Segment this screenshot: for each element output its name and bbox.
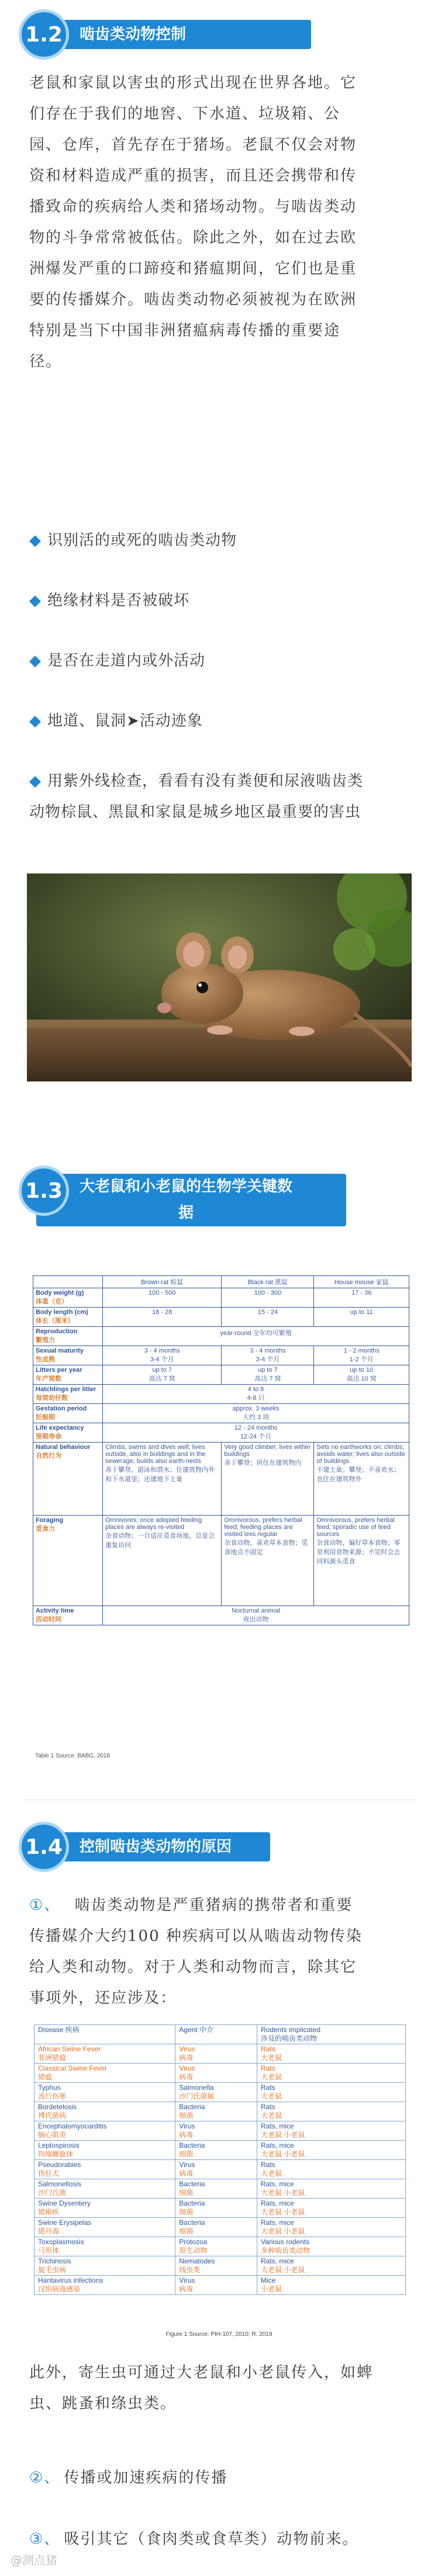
table-cell <box>35 2179 175 2199</box>
table-cell <box>257 2141 405 2160</box>
row-label-zh: 性成熟 <box>36 1356 55 1363</box>
table-row <box>35 2141 406 2160</box>
table-cell <box>257 2218 405 2237</box>
table-cell <box>35 2276 175 2295</box>
table-row <box>33 1443 409 1516</box>
cell-zh: 细菌 <box>179 2150 194 2158</box>
table-cell <box>175 2237 257 2256</box>
table-source-note: Table 1 Source: BABG, 2018 <box>35 1753 110 1759</box>
para-line: 们存在于我们的地窖、下水道、垃圾箱、公 <box>29 105 341 123</box>
cell-zh: 大老鼠 <box>260 2169 282 2178</box>
bullet-item <box>29 767 415 796</box>
table-cell <box>257 2199 405 2218</box>
row-label <box>33 1516 103 1606</box>
table-cell <box>175 2179 257 2199</box>
table-cell <box>35 2121 175 2141</box>
row-label <box>33 1385 103 1404</box>
table-cell <box>175 2218 257 2237</box>
table-cell: 18 - 28 <box>103 1308 222 1327</box>
table-cell: 3 - 4 months 3-4 个月 <box>222 1346 314 1365</box>
table-cell: 100 - 300 <box>222 1288 314 1308</box>
header-en: Disease 疾病 <box>38 2026 80 2034</box>
cell-zh: 大老鼠 小老鼠 <box>260 2150 305 2158</box>
point-number: ③、 <box>29 2530 61 2548</box>
row-label-zh: 每窝幼仔数 <box>36 1395 68 1402</box>
cell-en: Bacteria <box>179 2103 205 2111</box>
title-line: 据 <box>178 1204 194 1222</box>
para-line: 传播媒介大约100 种疾病可以从啮齿动物传染 <box>29 1927 363 1945</box>
table-cell <box>257 2276 405 2295</box>
cell-en: Virus <box>179 2122 195 2130</box>
table-cell <box>35 2237 175 2256</box>
cell-zh: 流行伤寒 <box>38 2092 67 2100</box>
table-cell: up to 10 高达 10 窝 <box>314 1365 409 1385</box>
cell-en: Swine Erysipelas <box>38 2218 92 2227</box>
cell-zh: 非洲猪瘟 <box>38 2054 67 2062</box>
cell-en: Virus <box>179 2276 195 2284</box>
para-line: 园、仓库，首先存在于猪场。老鼠不仅会对物 <box>29 136 357 154</box>
cell-zh: 沙门氏菌 <box>38 2189 67 2197</box>
table-row <box>35 2064 406 2083</box>
bullet-text: 用紫外线检查，看看有没有粪便和尿液啮齿类 <box>47 772 364 790</box>
para-line: 资和材料造成严重的损害，而且还会携带和传 <box>29 167 357 185</box>
table-cell <box>175 2199 257 2218</box>
table-cell <box>35 2141 175 2160</box>
table-cell <box>35 2199 175 2218</box>
table-cell: 100 - 500 <box>103 1288 222 1308</box>
cell-zh: 旋毛虫病 <box>38 2266 67 2274</box>
table-cell: Sets no earthworks on; climbs; avoids water; lives also outside of buildings 不建土巢；攀登；不喜欢水；也住在建筑物外 <box>314 1443 409 1516</box>
table-cell <box>257 2102 405 2121</box>
table-cell <box>35 2256 175 2276</box>
bullet-item <box>29 646 415 675</box>
table-cell <box>257 2064 405 2083</box>
table-row <box>33 1346 409 1365</box>
table-row <box>35 2237 406 2256</box>
cell-en: Bacteria <box>179 2141 205 2149</box>
disease-table <box>34 2024 406 2295</box>
table-row <box>33 1327 409 1346</box>
cell-en: Virus <box>179 2045 195 2053</box>
table-cell <box>35 2218 175 2237</box>
table-body <box>35 2044 406 2295</box>
intro-paragraph <box>29 68 409 377</box>
row-label <box>33 1288 103 1308</box>
table-cell <box>35 2102 175 2121</box>
row-label <box>33 1423 103 1443</box>
bullet-item <box>29 706 415 736</box>
cell-zh: 细菌 <box>179 2112 194 2120</box>
section-header-1-2 <box>19 9 311 60</box>
cell-en: Rats, mice <box>260 2141 294 2149</box>
table-cell: up to 7 高达 7 窝 <box>222 1365 314 1385</box>
table-cell: year-round 全年均可繁殖 <box>103 1327 409 1346</box>
table-row <box>33 1365 409 1385</box>
mouse-photo-illustration <box>27 873 412 1081</box>
cell-zh: 弓形体 <box>38 2246 60 2255</box>
cell-en: Encephalomyocarditis <box>38 2122 107 2130</box>
table-cell <box>35 2083 175 2102</box>
table-row <box>35 2276 406 2295</box>
mouse-photo <box>27 873 412 1081</box>
para-line: 播致命的疾病给人类和猪场动物。与啮齿类动 <box>29 198 357 216</box>
cell-zh: 大老鼠 <box>260 2092 282 2100</box>
table-cell <box>257 2121 405 2141</box>
cell-zh: 病毒 <box>179 2054 194 2062</box>
cell-en: Classical Swine Fever <box>38 2064 108 2072</box>
table-cell <box>257 2237 405 2256</box>
table-header-cell <box>35 2025 175 2044</box>
row-label-en: Life expectancy <box>36 1424 84 1431</box>
bullet-text: 动物棕鼠、黑鼠和家鼠是城乡地区最重要的害虫 <box>29 803 361 821</box>
parasite-paragraph <box>29 2357 409 2419</box>
row-label <box>33 1308 103 1327</box>
row-label-zh: 自然行为 <box>36 1452 61 1459</box>
table-header-row <box>35 2025 406 2044</box>
cell-zh: 大老鼠 小老鼠 <box>260 2189 305 2197</box>
table-row <box>35 2102 406 2121</box>
bullet-text: 是否在走道内或外活动 <box>47 652 206 670</box>
header-en: Agent 中介 <box>179 2026 213 2034</box>
table-cell <box>175 2044 257 2064</box>
cell-en: Rats <box>260 2161 275 2169</box>
point-text: 吸引其它（食肉类或食草类）动物前来。 <box>64 2530 359 2548</box>
cell-zh: 汉坦病毒感染 <box>38 2285 81 2293</box>
table-cell: 12 - 24 months 12-24 个月 <box>103 1423 409 1443</box>
section-header-1-4 <box>19 1822 270 1872</box>
table-header-cell: House mouse 家鼠 <box>314 1276 409 1288</box>
cell-en: Virus <box>179 2161 195 2169</box>
cell-en: Typhus <box>38 2083 61 2092</box>
row-label <box>33 1606 103 1625</box>
row-label-en: Body length (cm) <box>36 1309 88 1316</box>
cell-zh: 钩端螺旋体 <box>38 2150 74 2158</box>
cell-zh: 伪狂犬 <box>38 2169 60 2178</box>
table-header-cell: Black rat 黑鼠 <box>222 1276 314 1288</box>
table-cell <box>175 2160 257 2179</box>
table-row <box>35 2199 406 2218</box>
cell-en: Toxoplasmosis <box>38 2238 84 2246</box>
cell-en: African Swine Fever <box>38 2045 101 2053</box>
cell-zh: 大老鼠 小老鼠 <box>260 2266 305 2274</box>
table-cell <box>175 2121 257 2141</box>
row-label <box>33 1346 103 1365</box>
row-label-zh: 繁殖力 <box>36 1337 55 1344</box>
table-header-cell: Brown rat 棕鼠 <box>103 1276 222 1288</box>
table-cell <box>257 2160 405 2179</box>
cell-en: Rats, mice <box>260 2218 294 2227</box>
diamond-bullet-icon: ◆ <box>29 712 42 730</box>
table-cell <box>175 2276 257 2295</box>
row-label-en: Activity time <box>36 1607 74 1614</box>
table-cell <box>257 2256 405 2276</box>
diamond-bullet-icon: ◆ <box>29 592 42 609</box>
section-header-1-3 <box>19 1166 346 1222</box>
table-cell: Climbs, swims and dives well; lives outside, also in buildings and in the sewerage; builds also earth-nests 善于攀登、游泳和潜水；住建筑物内外和下水道里；还建地下土巢 <box>103 1443 222 1516</box>
table-source-note: Figure 1 Source: PIH-107, 2010; R: 2019 <box>165 2331 273 2338</box>
table-cell: Omnivorous, prefers herbal feed; sporadic use of feed sources 杂食动物，偏好草本食物；零星利用食物来源；不定时会去同料源头觅食 <box>314 1516 409 1606</box>
point-number: ①、 <box>29 1897 61 1914</box>
cell-zh: 大老鼠 小老鼠 <box>260 2208 305 2216</box>
table-cell: Omnivores; once adopted feeding places are always re-visited 杂食动物；一旦适应觅食场地，总是会重复访问 <box>103 1516 222 1606</box>
row-label-en: Body weight (g) <box>36 1289 84 1296</box>
table-cell: up to 11 <box>314 1308 409 1327</box>
bullet-text: 地道、鼠洞➤活动迹象 <box>47 712 203 730</box>
row-label-en: Foraging <box>36 1517 64 1524</box>
cell-en: Rats, mice <box>260 2199 294 2207</box>
table-row <box>35 2218 406 2237</box>
table-row <box>33 1288 409 1308</box>
bullet-text: 识别活的或死的啮齿类动物 <box>47 532 237 549</box>
cell-en: Virus <box>179 2064 195 2072</box>
para-line: 给人类和动物。对于人类和动物而言，除其它 <box>29 1958 357 1976</box>
table-cell: Omnivorous, prefers herbal feed; feeding places are visited less regular 杂食动物，喜欢草本食物；觅食地点不固定 <box>222 1516 314 1606</box>
table-cell: 3 - 4 months 3-4 个月 <box>103 1346 222 1365</box>
cell-zh: 病毒 <box>179 2131 194 2139</box>
cell-zh: 沙门氏菌属 <box>179 2092 215 2100</box>
section-title: 啮齿类动物控制 <box>80 26 187 43</box>
table-cell: Very good climber; lives within buildings 善于攀登；居住在建筑物内 <box>222 1443 314 1516</box>
bullet-continuation <box>29 798 415 827</box>
cell-zh: 细菌 <box>179 2208 194 2216</box>
cell-zh: 线虫类 <box>179 2266 201 2274</box>
table-cell: 15 - 24 <box>222 1308 314 1327</box>
para-line: 要的传播媒介。啮齿类动物必须被视为在欧洲 <box>29 291 357 308</box>
para-line: 虫、跳蚤和绦虫类。 <box>29 2395 177 2412</box>
row-label-en: Litters per year <box>36 1367 82 1374</box>
bullet-item <box>29 586 415 615</box>
section-number-badge: 1.2 <box>19 9 69 60</box>
point-2 <box>29 2463 409 2494</box>
table-cell <box>175 2256 257 2276</box>
row-label-en: Gestation period <box>36 1405 87 1412</box>
table-row <box>35 2256 406 2276</box>
table-cell: Nocturnal animal 夜出动物 <box>103 1606 409 1625</box>
cell-en: Leptospirosis <box>38 2141 80 2149</box>
row-label-zh: 妊娠期 <box>36 1414 55 1421</box>
cell-en: Bordetelosis <box>38 2103 77 2111</box>
table-cell <box>175 2141 257 2160</box>
cell-en: Rats, mice <box>260 2180 294 2188</box>
row-label-zh: 活动时间 <box>36 1616 61 1623</box>
cell-zh: 病毒 <box>179 2285 194 2293</box>
diamond-bullet-icon: ◆ <box>29 772 42 790</box>
row-label-zh: 预期寿命 <box>36 1433 61 1440</box>
row-label <box>33 1404 103 1423</box>
cell-zh: 细菌 <box>179 2227 194 2235</box>
cell-zh: 大老鼠 小老鼠 <box>260 2131 305 2139</box>
table-row <box>35 2121 406 2141</box>
table-row <box>33 1385 409 1404</box>
row-label-zh: 年产窝数 <box>36 1375 61 1382</box>
table-header-cell <box>33 1276 103 1288</box>
table-cell <box>35 2044 175 2064</box>
table-row <box>35 2083 406 2102</box>
row-label-zh: 觅食力 <box>36 1526 55 1533</box>
table-cell <box>257 2044 405 2064</box>
cell-en: Rats, mice <box>260 2122 294 2130</box>
table-cell: up to 7 高达 7 窝 <box>103 1365 222 1385</box>
table-row <box>33 1308 409 1327</box>
cell-en: Bacteria <box>179 2218 205 2227</box>
table-row <box>35 2179 406 2199</box>
table-row <box>33 1423 409 1443</box>
cell-en: Bacteria <box>179 2180 205 2188</box>
section-title: 控制啮齿类动物的原因 <box>80 1838 232 1856</box>
title-line: 大老鼠和小老鼠的生物学关键数 <box>80 1178 293 1195</box>
cell-en: Salmonellosis <box>38 2180 82 2188</box>
row-label-en: Sexual maturity <box>36 1347 84 1354</box>
para-line: 事项外，还应涉及： <box>29 1989 177 2007</box>
row-label <box>33 1327 103 1346</box>
para-line: 洲爆发严重的口蹄疫和猪瘟期间，它们也是重 <box>29 260 357 278</box>
cell-zh: 猪丹毒 <box>38 2227 60 2235</box>
bullet-item <box>29 526 415 555</box>
cell-zh: 猪痢疾 <box>38 2208 60 2216</box>
cell-en: Nematodes <box>179 2257 215 2265</box>
row-label-zh: 体重（克） <box>36 1298 68 1305</box>
para-line: 此外，寄生虫可通过大老鼠和小老鼠传入，如蜱 <box>29 2364 374 2381</box>
point-3 <box>29 2524 409 2555</box>
table-cell: 1 - 2 months 1-2 个月 <box>314 1346 409 1365</box>
row-label-zh: 体长（厘米） <box>36 1318 74 1325</box>
table-row <box>33 1606 409 1625</box>
section-number-badge: 1.4 <box>19 1822 69 1872</box>
cell-zh: 大老鼠 <box>260 2054 282 2062</box>
table-cell: 4 to 8 4-8 只 <box>103 1385 409 1404</box>
cell-en: Rats <box>260 2045 275 2053</box>
table-cell <box>175 2083 257 2102</box>
header-en: Rodents implicated <box>260 2026 321 2034</box>
row-label <box>33 1443 103 1516</box>
rodent-biology-table <box>33 1275 409 1625</box>
table-cell <box>175 2102 257 2121</box>
cell-zh: 病毒 <box>179 2073 194 2081</box>
table-header-cell <box>257 2025 405 2044</box>
cell-zh: 大老鼠 <box>260 2112 282 2120</box>
bullet-text: 绝缘材料是否被破坏 <box>47 592 190 609</box>
cell-zh: 脑心肌炎 <box>38 2131 67 2139</box>
point-1-paragraph <box>29 1890 409 2014</box>
cell-en: Trichinosis <box>38 2257 71 2265</box>
cell-zh: 原生动物 <box>179 2246 208 2255</box>
cell-en: Swine Dysentery <box>38 2199 91 2207</box>
watermark: @测点猪 <box>11 2553 57 2567</box>
point-number: ②、 <box>29 2469 61 2487</box>
point-text: 传播或加速疾病的传播 <box>64 2469 228 2487</box>
table-header-row <box>33 1276 409 1288</box>
table-body <box>33 1288 409 1625</box>
para-line: 物的斗争常常被低估。除此之外，如在过去欧 <box>29 229 357 247</box>
cell-zh: 猪瘟 <box>38 2073 53 2081</box>
cell-zh: 博氏菌病 <box>38 2112 67 2120</box>
cell-en: Protozoa <box>179 2238 208 2246</box>
diamond-bullet-icon: ◆ <box>29 532 42 549</box>
para-line: 径。 <box>29 353 63 370</box>
para-line <box>29 1890 409 1921</box>
table-row <box>33 1404 409 1423</box>
row-label <box>33 1365 103 1385</box>
cell-zh: 大老鼠 小老鼠 <box>260 2227 305 2235</box>
cell-en: Rats <box>260 2064 275 2072</box>
cell-en: Rats <box>260 2103 275 2111</box>
para-line: 特别是当下中国非洲猪瘟病毒传播的重要途 <box>29 322 341 339</box>
table-cell <box>257 2179 405 2199</box>
cell-en: Mice <box>260 2276 276 2284</box>
header-zh: 涉及的啮齿类动物 <box>260 2034 317 2043</box>
table-cell <box>35 2160 175 2179</box>
cell-en: Rats, mice <box>260 2257 294 2265</box>
row-label-en: Hatchlings per litter <box>36 1386 96 1393</box>
table-header-cell <box>175 2025 257 2044</box>
para-line: 老鼠和家鼠以害虫的形式出现在世界各地。它 <box>29 74 357 92</box>
section-title <box>80 1174 292 1226</box>
table-cell: approx. 3 weeks 大约 3 周 <box>103 1404 409 1423</box>
cell-en: Rats <box>260 2083 275 2092</box>
cell-en: Pseudorabies <box>38 2161 81 2169</box>
section-number-badge: 1.3 <box>19 1166 69 1216</box>
cell-en: Salmonella <box>179 2083 214 2092</box>
table-cell <box>35 2064 175 2083</box>
cell-en: Hantavirus infections <box>38 2276 104 2284</box>
cell-zh: 细菌 <box>179 2189 194 2197</box>
table-row <box>35 2160 406 2179</box>
cell-zh: 大老鼠 <box>260 2073 282 2081</box>
cell-en: Bacteria <box>179 2199 205 2207</box>
para-text: 啮齿类动物是严重猪病的携带者和重要 <box>74 1897 353 1914</box>
cell-en: Various rodents <box>260 2238 310 2246</box>
table-cell <box>257 2083 405 2102</box>
table-row <box>33 1516 409 1606</box>
cell-zh: 多种啮齿类动物 <box>260 2246 310 2255</box>
diamond-bullet-icon: ◆ <box>29 652 42 670</box>
table-cell <box>175 2064 257 2083</box>
cell-zh: 小老鼠 <box>260 2285 282 2293</box>
row-label-en: Natural behaviour <box>36 1444 91 1451</box>
row-label-en: Reproduction <box>36 1328 78 1335</box>
table-cell: 17 - 36 <box>314 1288 409 1308</box>
cell-zh: 病毒 <box>179 2169 194 2178</box>
table-row <box>35 2044 406 2064</box>
